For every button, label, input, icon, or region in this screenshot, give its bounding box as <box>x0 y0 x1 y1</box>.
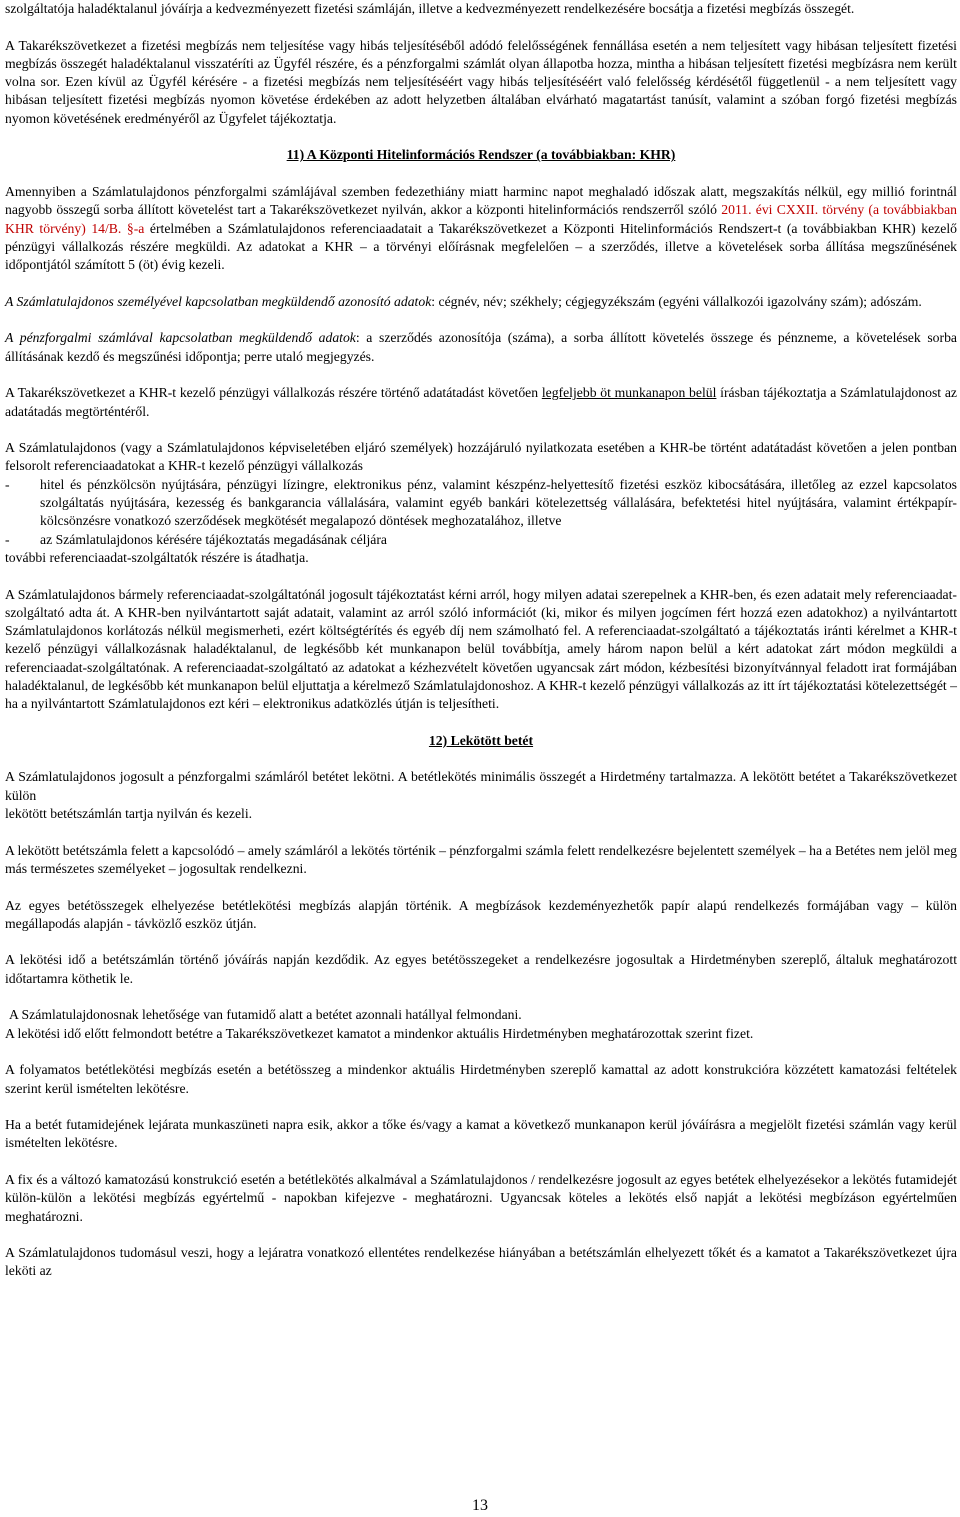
paragraph: A lekötött betétszámla felett a kapcsolódó – amely számláról a lekötés történik – pénzforgalmi számla felett rendelkezésre bejelentett személyek – ha a Betétes nem jelöl meg más természetes személyeket – jogosultak rendelkezni. <box>5 842 957 876</box>
law-reference: 2011. évi CXXII. törvény (a továbbiakban KHR törvény) 14/B. §-a <box>5 202 957 236</box>
text-run: : cégnév, név; székhely; cégjegyzékszám (egyéni vállalkozói igazolvány szám); adószám. <box>431 293 922 309</box>
paragraph: A Takarékszövetkezet a fizetési megbízás nem teljesítése vagy hibás teljesítéséből adódó felelősségének fennállása esetén a nem teljesített vagy hibásan teljesített fizetési megbízás összegét haladéktalanul visszatéríti az Ügyfél részére, és a pénzforgalmi számlát olyan állapotba hozza, mintha a hibásan teljesített fizetési megbízásra nem került volna sor. Ezen kívül az Ügyfél kérésére - a fizetési megbízás nem teljesítéséért vagy hibás teljesítéséért való felelősség kérdésétől függetlenül - a nem teljesített vagy hibásan teljesített fizetési megbízás nyomon követése érdekében az adott helyzetben általában elvárható magatartást tanúsít, valamint a szóban forgó fizetési megbízás nyomon követésének eredményéről az Ügyfelet tájékoztatja. <box>5 37 957 126</box>
section-heading-lekotott-betet: 12) Lekötött betét <box>428 732 534 748</box>
paragraph: lekötött betétszámlán tartja nyilván és kezeli. <box>5 806 253 822</box>
paragraph: Ha a betét futamidejének lejárata munkaszüneti napra esik, akkor a tőke és/vagy a kamat a következő munkanapon kerül jóváírásra a megjelölt fizetési számlán vagy kerül ismételten lekötésre. <box>5 1117 957 1151</box>
list-bullet: - <box>5 531 10 547</box>
paragraph: A fix és a változó kamatozású konstrukció esetén a betétlekötés alkalmával a Számlatulajdonos / rendelkezésre jogosult az egyes betétek elhelyezésekor a lekötés futamidejét külön-külön a lekötési megbízás egyértelmű - napokban kifejezve - meghatározni. Ugyancsak köteles a lekötés első napját a lekötési megbízáson egyértelműen meghatározni. <box>5 1172 957 1224</box>
paragraph: A Számlatulajdonosnak lehetősége van futamidő alatt a betétet azonnali hatállyal felmondani. <box>9 1007 522 1023</box>
paragraph: A Számlatulajdonos (vagy a Számlatulajdonos képviseletében eljáró személyek) hozzájáruló nyilatkozata esetében a KHR-be történt adatátadást követően a jelen pontban felsorolt referenciaadatokat a KHR-t kezelő pénzügyi vállalkozás <box>5 440 957 474</box>
paragraph: A lekötési idő a betétszámlán történő jóváírás napján kezdődik. Az egyes betétösszegeket a rendelkezésre jogosultak a Hirdetményben szereplő, általuk meghatározott időtartamra köthetik le. <box>5 952 957 986</box>
text-run: írásban tájékoztatja a Számlatulajdonost az adatátadás megtörténtéről. <box>5 385 957 419</box>
list-item-text: az Számlatulajdonos kérésére tájékoztatás megadásának céljára <box>40 531 387 547</box>
section-heading-khr: 11) A Központi Hitelinformációs Rendszer (a továbbiakban: KHR) <box>286 147 676 163</box>
paragraph: szolgáltatója haladéktalanul jóváírja a kedvezményezett fizetési számláján, illetve a kedvezményezett rendelkezésére bocsátja a fizetési megbízás összegét. <box>5 1 855 16</box>
paragraph <box>5 183 957 274</box>
paragraph: A folyamatos betétlekötési megbízás esetén a betétösszeg a mindenkor aktuális Hirdetményben szereplő kamattal az adott konstrukcióra közzétett kamatozási feltételek szerint kerül ismételten lekötésre. <box>5 1062 957 1096</box>
paragraph <box>5 293 957 311</box>
italic-term: A Számlatulajdonos személyével kapcsolatban megküldendő azonosító adatok <box>5 293 432 309</box>
paragraph: A lekötési idő előtt felmondott betétre a Takarékszövetkezet kamatot a mindenkor aktuális Hirdetményben meghatározottak szerint fizet. <box>5 1025 754 1041</box>
paragraph: A Számlatulajdonos bármely referenciaadat-szolgáltatónál jogosult tájékoztatást kérni arról, hogy milyen adatai szerepelnek a KHR-ben, és ezen adatait mely referenciaadat-szolgáltató adta át. A KHR-ben nyilvántartott saját adatait, valamint az arról szóló információt (ki, mikor és milyen jogcímen fért hozzá ezen adatokhoz) a nyilvántartott Számlatulajdonos korlátozás nélkül megismerheti, ezért költségtérítés és egyéb díj nem számolható fel. A referenciaadat-szolgáltató a tájékoztatás iránti kérelmet a KHR-t kezelő pénzügyi vállalkozásnak haladéktalanul, de legkésőbb két munkanapon belül továbbítja, amely három napon belül a kért adatokat zárt módon megküldi a referenciaadat-szolgáltatónak. A referenciaadat-szolgáltató az adatokat a kézhezvételt követően ugyancsak zárt módon, kézbesítési bizonyítvánnyal feladott irat formájában haladéktalanul, de legkésőbb két munkanapon belül eljuttatja a kérelmező Számlatulajdonoshoz. A KHR-t kezelő pénzügyi vállalkozás az itt írt tájékoztatási kötelezettségét – ha a nyilvántartott Számlatulajdonos ezt kéri – elektronikus adatközlés útján is teljesítheti. <box>5 586 957 712</box>
text-run: A Takarékszövetkezet a KHR-t kezelő pénzügyi vállalkozás részére történő adatátadást követően <box>5 385 542 401</box>
list-item-text: hitel és pénzkölcsön nyújtására, pénzügyi lízingre, elektronikus pénz, valamint készpénz-helyettesítő fizetési eszköz kibocsátására, illetőleg az ezzel kapcsolatos szolgáltatás nyújtására, kezesség és bankgarancia vállalására, valamint egyéb bankári kötelezettség vállalására, befektetési hitel nyújtására, valamint értékpapír-kölcsönzésre vonatkozó szerződések megkötését megalapozó döntések meghozatalához, illetve <box>40 476 957 529</box>
text-run: értelmében a Számlatulajdonos referenciaadatait a Takarékszövetkezet a Központi Hitelinformációs Rendszert-t (a továbbiakban KHR) kezelő pénzügyi vállalkozás részére megküldi. Az adatokat a KHR – a törvényi előírásnak megfelelően – a szerződés, illetve a követelések sorba állítása megszűnésének időpontjától számított 5 (öt) évig kezeli. <box>5 220 957 273</box>
paragraph: további referenciaadat-szolgáltatók részére is átadhatja. <box>5 549 309 565</box>
document-page <box>5 0 957 1281</box>
underlined-text: legfeljebb öt munkanapon belül <box>541 385 717 401</box>
italic-term: A pénzforgalmi számlával kapcsolatban megküldendő adatok <box>5 330 356 346</box>
paragraph <box>5 329 957 366</box>
paragraph <box>5 384 957 421</box>
page-number: 13 <box>472 1497 488 1514</box>
list-bullet: - <box>5 476 10 492</box>
text-run: : a szerződés azonosítója (száma), a sorba állított követelés összege és pénzneme, a követelések sorba állításának kezdő és megszűnési időpontja; perre utaló megjegyzés. <box>5 330 957 364</box>
list-item <box>5 476 957 531</box>
paragraph: Az egyes betétösszegek elhelyezése betétlekötési megbízás alapján történik. A megbízások kezdeményezhetők papír alapú rendelkezés formájában vagy – külön megállapodás alapján - távközlő eszköz útján. <box>5 897 957 931</box>
paragraph: A Számlatulajdonos jogosult a pénzforgalmi számláról betétet lekötni. A betétlekötés minimális összegét a Hirdetmény tartalmazza. A lekötött betétet a Takarékszövetkezet külön <box>5 769 957 803</box>
text-run: Amennyiben a Számlatulajdonos pénzforgalmi számlájával szemben fedezethiány miatt harminc napot meghaladó időszak alatt, megszakítás nélkül, egy millió forintnál nagyobb összegű sorba állított követelést tart a Takarékszövetkezet nyilván, akkor a központi hitelinformációs rendszerről szóló <box>5 183 957 218</box>
list-item <box>5 531 957 549</box>
paragraph: A Számlatulajdonos tudomásul veszi, hogy a lejáratra vonatkozó ellentétes rendelkezése hiányában a betétszámlán elhelyezett tőkét és a kamatot a Takarékszövetkezet újra leköti az <box>5 1245 957 1279</box>
